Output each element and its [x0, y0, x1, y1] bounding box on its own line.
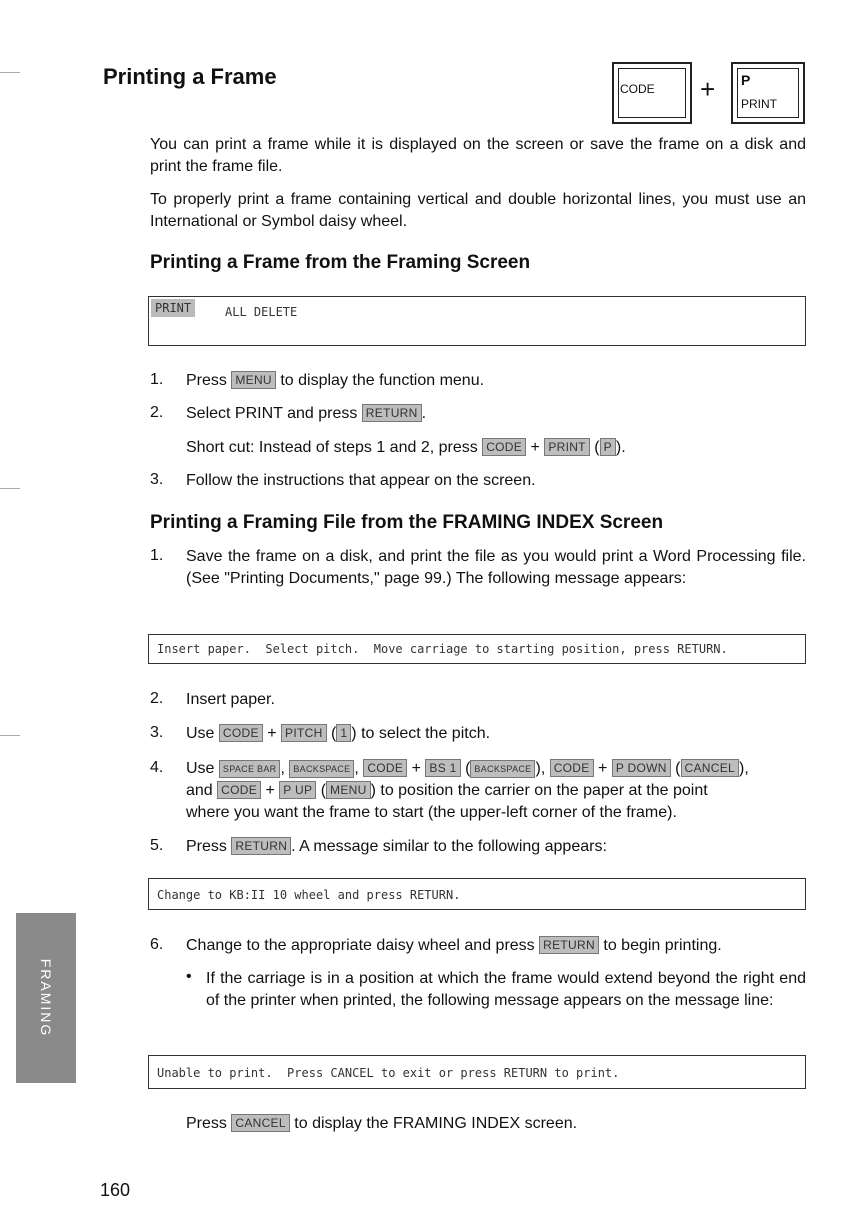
code-key: CODE [363, 759, 407, 777]
print-key-letter: P [741, 72, 751, 88]
cancel-key: CANCEL [681, 759, 739, 777]
section2-heading: Printing a Framing File from the FRAMING INDEX Screen [150, 512, 664, 533]
margin-mark [0, 488, 20, 489]
page-up-key: P UP [279, 781, 316, 799]
step-number: 6. [150, 936, 164, 953]
step-number: 1. [150, 547, 164, 564]
code-key: CODE [219, 724, 263, 742]
step-number: 5. [150, 837, 164, 854]
message-box-change-wheel [148, 878, 806, 910]
backspace-key: BACKSPACE [470, 760, 535, 778]
page-number: 160 [100, 1180, 131, 1200]
step-number: 3. [150, 724, 164, 741]
step-1-save: Save the frame on a disk, and print the file as you would print a Word Processing file. (See "Printing Documents," page 99.) The following message appears: [186, 548, 806, 587]
menu-key: MENU [231, 371, 276, 389]
bullet-text: If the carriage is in a position at which the frame would extend beyond the right end of the printer when printed, the following message appears on the message line: [206, 970, 806, 1009]
code-key-label: CODE [620, 82, 655, 96]
final-instruction: Press CANCEL to display the FRAMING INDEX screen. [186, 1115, 578, 1132]
return-key: RETURN [362, 404, 422, 422]
intro-paragraph-1: You can print a frame while it is displayed on the screen or save the frame on a disk and print the frame file. [150, 136, 806, 175]
step-4-line-2: and CODE + P UP ( MENU ) to position the carrier on the paper at the point [186, 782, 708, 799]
bs1-key: BS 1 [425, 759, 460, 777]
function-menu-screen [148, 296, 806, 346]
message-text: Unable to print. Press CANCEL to exit or press RETURN to print. [157, 1066, 620, 1080]
margin-mark [0, 72, 20, 73]
cancel-key: CANCEL [231, 1114, 289, 1132]
space-bar-key: SPACE BAR [219, 760, 281, 778]
bullet-dot: • [186, 968, 192, 985]
step-number: 2. [150, 690, 164, 707]
menu-key: MENU [326, 781, 371, 799]
step-4-line-3: where you want the frame to start (the upper-left corner of the frame). [186, 804, 677, 821]
print-key: PRINT [544, 438, 590, 456]
step-5-press-return: Press RETURN . A message similar to the following appears: [186, 838, 607, 855]
p-key: P [600, 438, 616, 456]
section1-heading: Printing a Frame from the Framing Screen [150, 252, 531, 273]
step-number: 2. [150, 404, 164, 421]
backspace-key: BACKSPACE [289, 760, 354, 778]
print-key-icon [731, 62, 805, 124]
code-key: CODE [217, 781, 261, 799]
step-4-line-1: Use SPACE BAR , BACKSPACE , CODE + BS 1 ( BACKSPACE ), CODE + P DOWN ( CANCEL ), [186, 760, 749, 777]
menu-option-all-delete: ALL DELETE [225, 305, 298, 319]
message-box-insert-paper [148, 634, 806, 664]
step-number: 3. [150, 471, 164, 488]
pitch-key: PITCH [281, 724, 327, 742]
menu-option-print: PRINT [151, 299, 195, 317]
step-3-pitch: Use CODE + PITCH ( 1 ) to select the pitch. [186, 725, 491, 742]
code-key: CODE [550, 759, 594, 777]
print-key-label: PRINT [741, 97, 777, 111]
step-2: Select PRINT and press RETURN . [186, 405, 427, 422]
plus-sign: + [700, 74, 716, 104]
step-2-insert: Insert paper. [186, 691, 275, 708]
return-key: RETURN [539, 936, 599, 954]
message-text: Insert paper. Select pitch. Move carriage to starting position, press RETURN. [157, 642, 728, 656]
step-1: Press MENU to display the function menu. [186, 372, 485, 389]
margin-mark [0, 735, 20, 736]
shortcut-note: Short cut: Instead of steps 1 and 2, press CODE + PRINT ( P ). [186, 439, 626, 456]
chapter-tab-label: FRAMING [38, 958, 54, 1038]
intro-paragraph-2: To properly print a frame containing vertical and double horizontal lines, you must use an International or Symbol daisy wheel. [150, 191, 806, 230]
page-title: Printing a Frame [103, 64, 277, 89]
code-key-icon [612, 62, 692, 124]
step-6-change-wheel: Change to the appropriate daisy wheel and press RETURN to begin printing. [186, 937, 722, 954]
return-key: RETURN [231, 837, 291, 855]
step-number: 4. [150, 759, 164, 776]
page-down-key: P DOWN [612, 759, 671, 777]
step-number: 1. [150, 371, 164, 388]
chapter-tab [16, 913, 76, 1083]
one-key: 1 [336, 724, 351, 742]
step-3: Follow the instructions that appear on the screen. [186, 472, 536, 489]
code-key: CODE [482, 438, 526, 456]
message-text: Change to KB:II 10 wheel and press RETURN. [157, 888, 461, 902]
message-box-unable-to-print [148, 1055, 806, 1089]
